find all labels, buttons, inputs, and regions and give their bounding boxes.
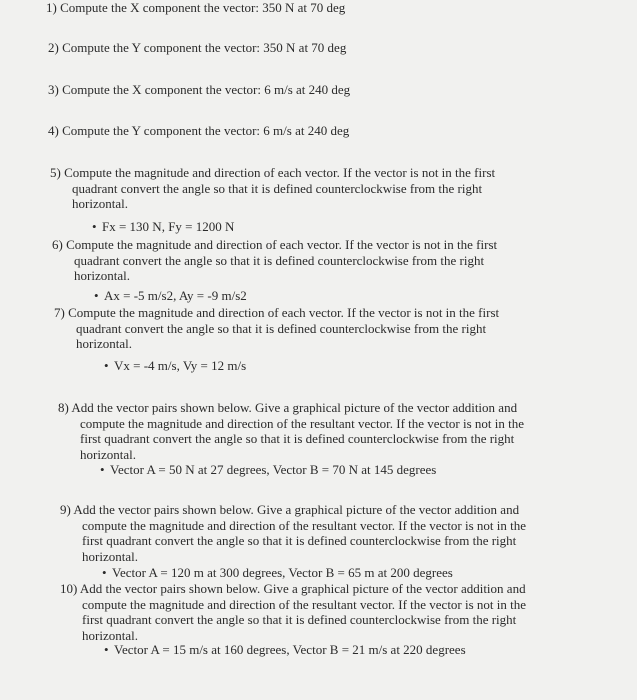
question-10-line-3: first quadrant convert the angle so that it is defined counterclockwise from the right: [82, 612, 517, 627]
question-6-line-3: horizontal.: [74, 268, 130, 283]
question-7: [54, 305, 499, 352]
question-10-line-1: 10) Add the vector pairs shown below. Give a graphical picture of the vector addition and: [60, 581, 526, 596]
question-6-bullet: [94, 288, 247, 304]
question-3: 3) Compute the X component the vector: 6 m/s at 240 deg: [48, 82, 351, 97]
question-9-given: Vector A = 120 m at 300 degrees, Vector B = 65 m at 200 degrees: [112, 565, 453, 580]
question-9-line-3: first quadrant convert the angle so that it is defined counterclockwise from the right: [82, 533, 517, 548]
question-8-line-2: compute the magnitude and direction of the resultant vector. If the vector is not in the: [80, 415, 525, 431]
question-7-line-3: horizontal.: [76, 336, 132, 351]
question-9-line-4: horizontal.: [82, 548, 138, 564]
question-5-line-1: 5) Compute the magnitude and direction of each vector. If the vector is not in the first: [50, 165, 496, 180]
question-2: 2) Compute the Y component the vector: 350 N at 70 deg: [48, 40, 347, 55]
question-8: [58, 400, 524, 462]
question-10-given: Vector A = 15 m/s at 160 degrees, Vector B = 21 m/s at 220 degrees: [114, 642, 466, 657]
bullet-dot: •: [102, 565, 107, 580]
question-6: [52, 237, 497, 284]
question-8-line-1: 8) Add the vector pairs shown below. Give a graphical picture of the vector addition and: [58, 400, 518, 415]
bullet-dot: •: [92, 219, 97, 234]
question-8-given: Vector A = 50 N at 27 degrees, Vector B = 70 N at 145 degrees: [110, 462, 437, 477]
question-6-line-1: 6) Compute the magnitude and direction of each vector. If the vector is not in the first: [52, 237, 498, 252]
question-9: [60, 502, 526, 564]
bullet-dot: •: [104, 358, 109, 373]
question-9-bullet: [102, 565, 453, 581]
question-10-line-4: horizontal.: [82, 627, 138, 643]
question-7-given: Vx = -4 m/s, Vy = 12 m/s: [114, 358, 247, 373]
question-10: [60, 581, 526, 643]
question-8-line-3: first quadrant convert the angle so that it is defined counterclockwise from the right: [80, 431, 515, 446]
question-5: [50, 165, 495, 212]
question-5-line-3: horizontal.: [72, 196, 128, 211]
question-10-bullet: [104, 642, 466, 658]
question-5-bullet: [92, 219, 234, 235]
question-7-bullet: [104, 358, 246, 374]
question-8-bullet: [100, 462, 436, 478]
question-5-given: Fx = 130 N, Fy = 1200 N: [102, 219, 235, 234]
question-1: 1) Compute the X component the vector: 350 N at 70 deg: [46, 0, 346, 15]
question-4: 4) Compute the Y component the vector: 6 m/s at 240 deg: [48, 123, 350, 138]
bullet-dot: •: [104, 642, 109, 657]
question-7-line-1: 7) Compute the magnitude and direction of each vector. If the vector is not in the first: [54, 305, 500, 320]
question-9-line-1: 9) Add the vector pairs shown below. Give a graphical picture of the vector addition and: [60, 502, 520, 517]
question-5-line-2: quadrant convert the angle so that it is defined counterclockwise from the right: [72, 180, 483, 196]
question-9-line-2: compute the magnitude and direction of the resultant vector. If the vector is not in the: [82, 517, 527, 533]
bullet-dot: •: [94, 288, 99, 303]
question-7-line-2: quadrant convert the angle so that it is defined counterclockwise from the right: [76, 320, 487, 336]
question-8-line-4: horizontal.: [80, 446, 136, 462]
bullet-dot: •: [100, 462, 105, 477]
question-10-line-2: compute the magnitude and direction of the resultant vector. If the vector is not in the: [82, 596, 527, 612]
question-6-given: Ax = -5 m/s2, Ay = -9 m/s2: [104, 288, 247, 303]
question-6-line-2: quadrant convert the angle so that it is defined counterclockwise from the right: [74, 252, 485, 268]
